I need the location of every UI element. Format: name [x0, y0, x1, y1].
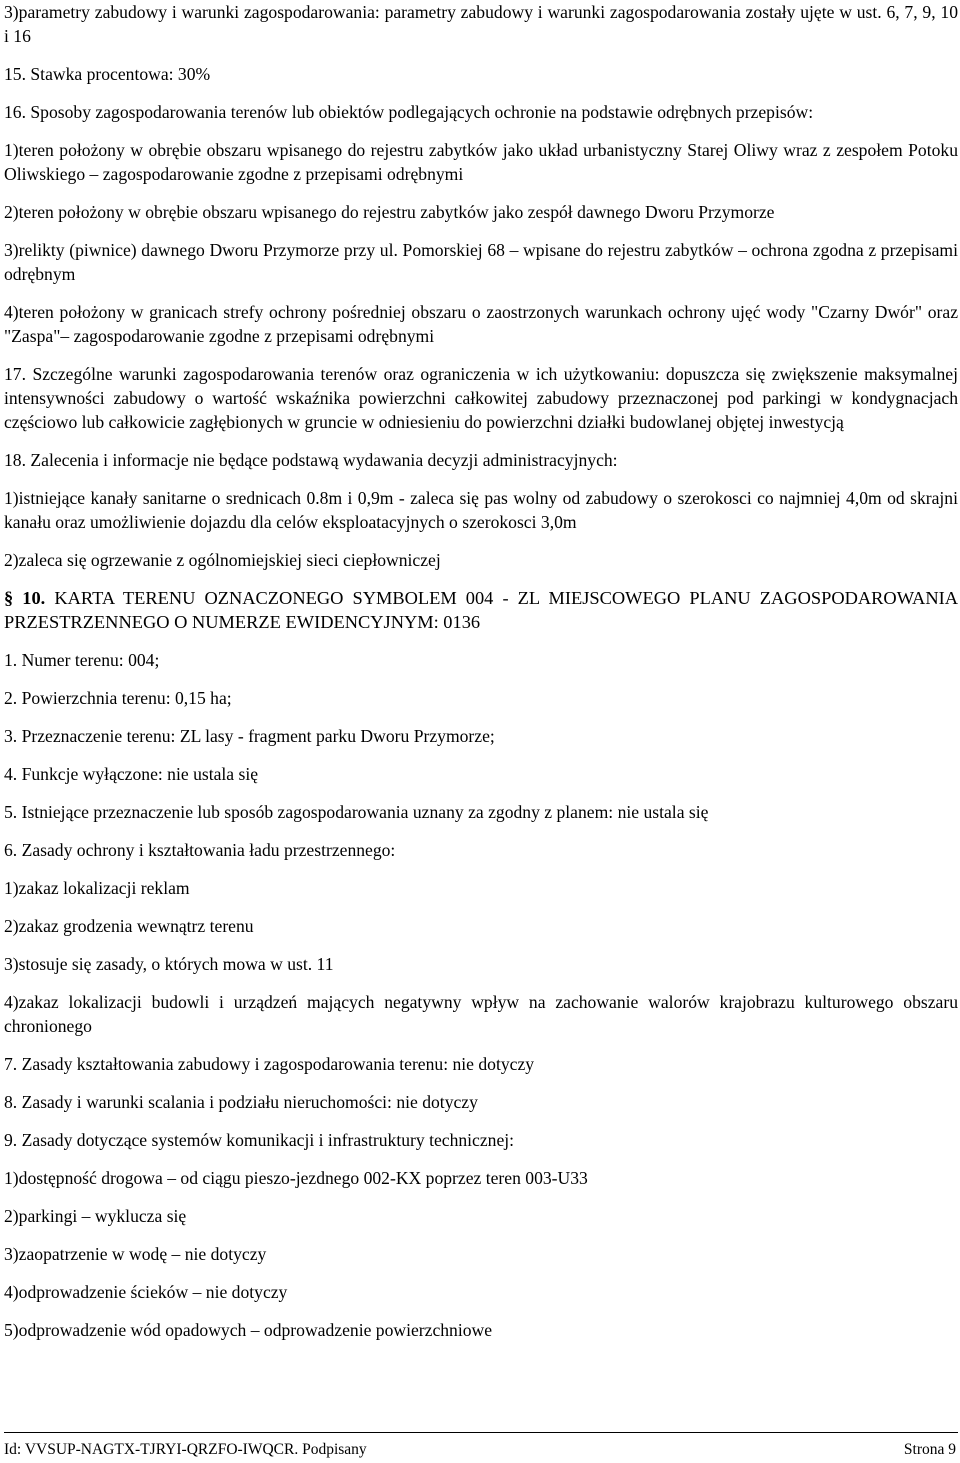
paragraph-16-sposoby: 16. Sposoby zagospodarowania terenów lub obiektów podlegających ochronie na podstawie odrębnych przepisów: — [4, 102, 814, 122]
list-item-18-2: 2)zaleca się ogrzewanie z ogólnomiejskiej sieci ciepłowniczej — [4, 550, 441, 570]
item-8-scalanie: 8. Zasady i warunki scalania i podziału nieruchomości: nie dotyczy — [4, 1092, 478, 1112]
list-item-6-2: 2)zakaz grodzenia wewnątrz terenu — [4, 916, 254, 936]
section-number: § 10. — [4, 588, 46, 608]
list-item-9-4: 4)odprowadzenie ścieków – nie dotyczy — [4, 1282, 288, 1302]
footer-page-number: Strona 9 — [903, 1441, 956, 1458]
item-5-istniejace: 5. Istniejące przeznaczenie lub sposób zagospodarowania uznany za zgodny z planem: nie ustala się — [4, 802, 709, 822]
item-4-funkcje: 4. Funkcje wyłączone: nie ustala się — [4, 764, 259, 784]
list-item-16-4: 4)teren położony w granicach strefy ochrony pośredniej obszaru o zaostrzonych warunkach ochrony ujęć wody "Czarny Dwór" oraz "Zaspa"– zagospodarowanie zgodne z przepisami odrębnymi — [4, 302, 958, 346]
document-page — [4, 0, 958, 1356]
list-item-9-1: 1)dostępność drogowa – od ciągu pieszo-jezdnego 002-KX poprzez teren 003-U33 — [4, 1168, 588, 1188]
paragraph-15-stawka: 15. Stawka procentowa: 30% — [4, 64, 211, 84]
list-item-6-3: 3)stosuje się zasady, o których mowa w ust. 11 — [4, 954, 334, 974]
paragraph-3-parametry: 3)parametry zabudowy i warunki zagospodarowania: parametry zabudowy i warunki zagospodarowania zostały ujęte w ust. 6, 7, 9, 10 i 16 — [4, 2, 958, 46]
list-item-9-3: 3)zaopatrzenie w wodę – nie dotyczy — [4, 1244, 267, 1264]
footer-divider — [4, 1432, 958, 1433]
list-item-6-4: 4)zakaz lokalizacji budowli i urządzeń mających negatywny wpływ na zachowanie walorów krajobrazu kulturowego obszaru chronionego — [4, 992, 958, 1036]
item-6-zasady-ochrony: 6. Zasady ochrony i kształtowania ładu przestrzennego: — [4, 840, 396, 860]
item-1-numer: 1. Numer terenu: 004; — [4, 650, 160, 670]
section-heading — [4, 586, 958, 634]
list-item-9-5: 5)odprowadzenie wód opadowych – odprowadzenie powierzchniowe — [4, 1320, 493, 1340]
item-9-komunikacja: 9. Zasady dotyczące systemów komunikacji i infrastruktury technicznej: — [4, 1130, 515, 1150]
list-item-16-2: 2)teren położony w obrębie obszaru wpisanego do rejestru zabytków jako zespół dawnego Dworu Przymorze — [4, 202, 775, 222]
list-item-16-1: 1)teren położony w obrębie obszaru wpisanego do rejestru zabytków jako układ urbanistyczny Starej Oliwy wraz z zespołem Potoku Oliwskiego – zagospodarowanie zgodne z przepisami odrębnymi — [4, 140, 958, 184]
item-7-zasady-ksztaltowania: 7. Zasady kształtowania zabudowy i zagospodarowania terenu: nie dotyczy — [4, 1054, 535, 1074]
page-footer — [4, 1440, 956, 1460]
list-item-6-1: 1)zakaz lokalizacji reklam — [4, 878, 190, 898]
footer-document-id: Id: VVSUP-NAGTX-TJRYI-QRZFO-IWQCR. Podpisany — [4, 1441, 367, 1458]
item-2-powierzchnia: 2. Powierzchnia terenu: 0,15 ha; — [4, 688, 232, 708]
paragraph-18-zalecenia: 18. Zalecenia i informacje nie będące podstawą wydawania decyzji administracyjnych: — [4, 450, 618, 470]
list-item-18-1: 1)istniejące kanały sanitarne o srednicach 0.8m i 0,9m - zaleca się pas wolny od zabudowy o szerokosci co najmniej 4,0m od skrajni kanału oraz umożliwienie dojazdu dla celów eksploatacyjnych o szerokosci 3,0m — [4, 488, 958, 532]
item-3-przeznaczenie: 3. Przeznaczenie terenu: ZL lasy - fragment parku Dworu Przymorze; — [4, 726, 495, 746]
section-heading-text: KARTA TERENU OZNACZONEGO SYMBOLEM 004 - ZL MIEJSCOWEGO PLANU ZAGOSPODAROWANIA PRZESTRZENNEGO O NUMERZE EWIDENCYJNYM: 0136 — [4, 588, 959, 632]
paragraph-17-warunki: 17. Szczególne warunki zagospodarowania terenów oraz ograniczenia w ich użytkowaniu: dopuszcza się zwiększenie maksymalnej intensywności zabudowy o wartość wskaźnika powierzchni całkowitej zabudowy przeznaczonej pod parkingi w kondygnacjach częściowo lub całkowicie zagłębionych w gruncie w odniesieniu do powierzchni działki budowlanej objętej inwestycją — [4, 364, 958, 432]
list-item-16-3: 3)relikty (piwnice) dawnego Dworu Przymorze przy ul. Pomorskiej 68 – wpisane do rejestru zabytków – ochrona zgodna z przepisami odrębnym — [4, 240, 958, 284]
list-item-9-2: 2)parkingi – wyklucza się — [4, 1206, 187, 1226]
